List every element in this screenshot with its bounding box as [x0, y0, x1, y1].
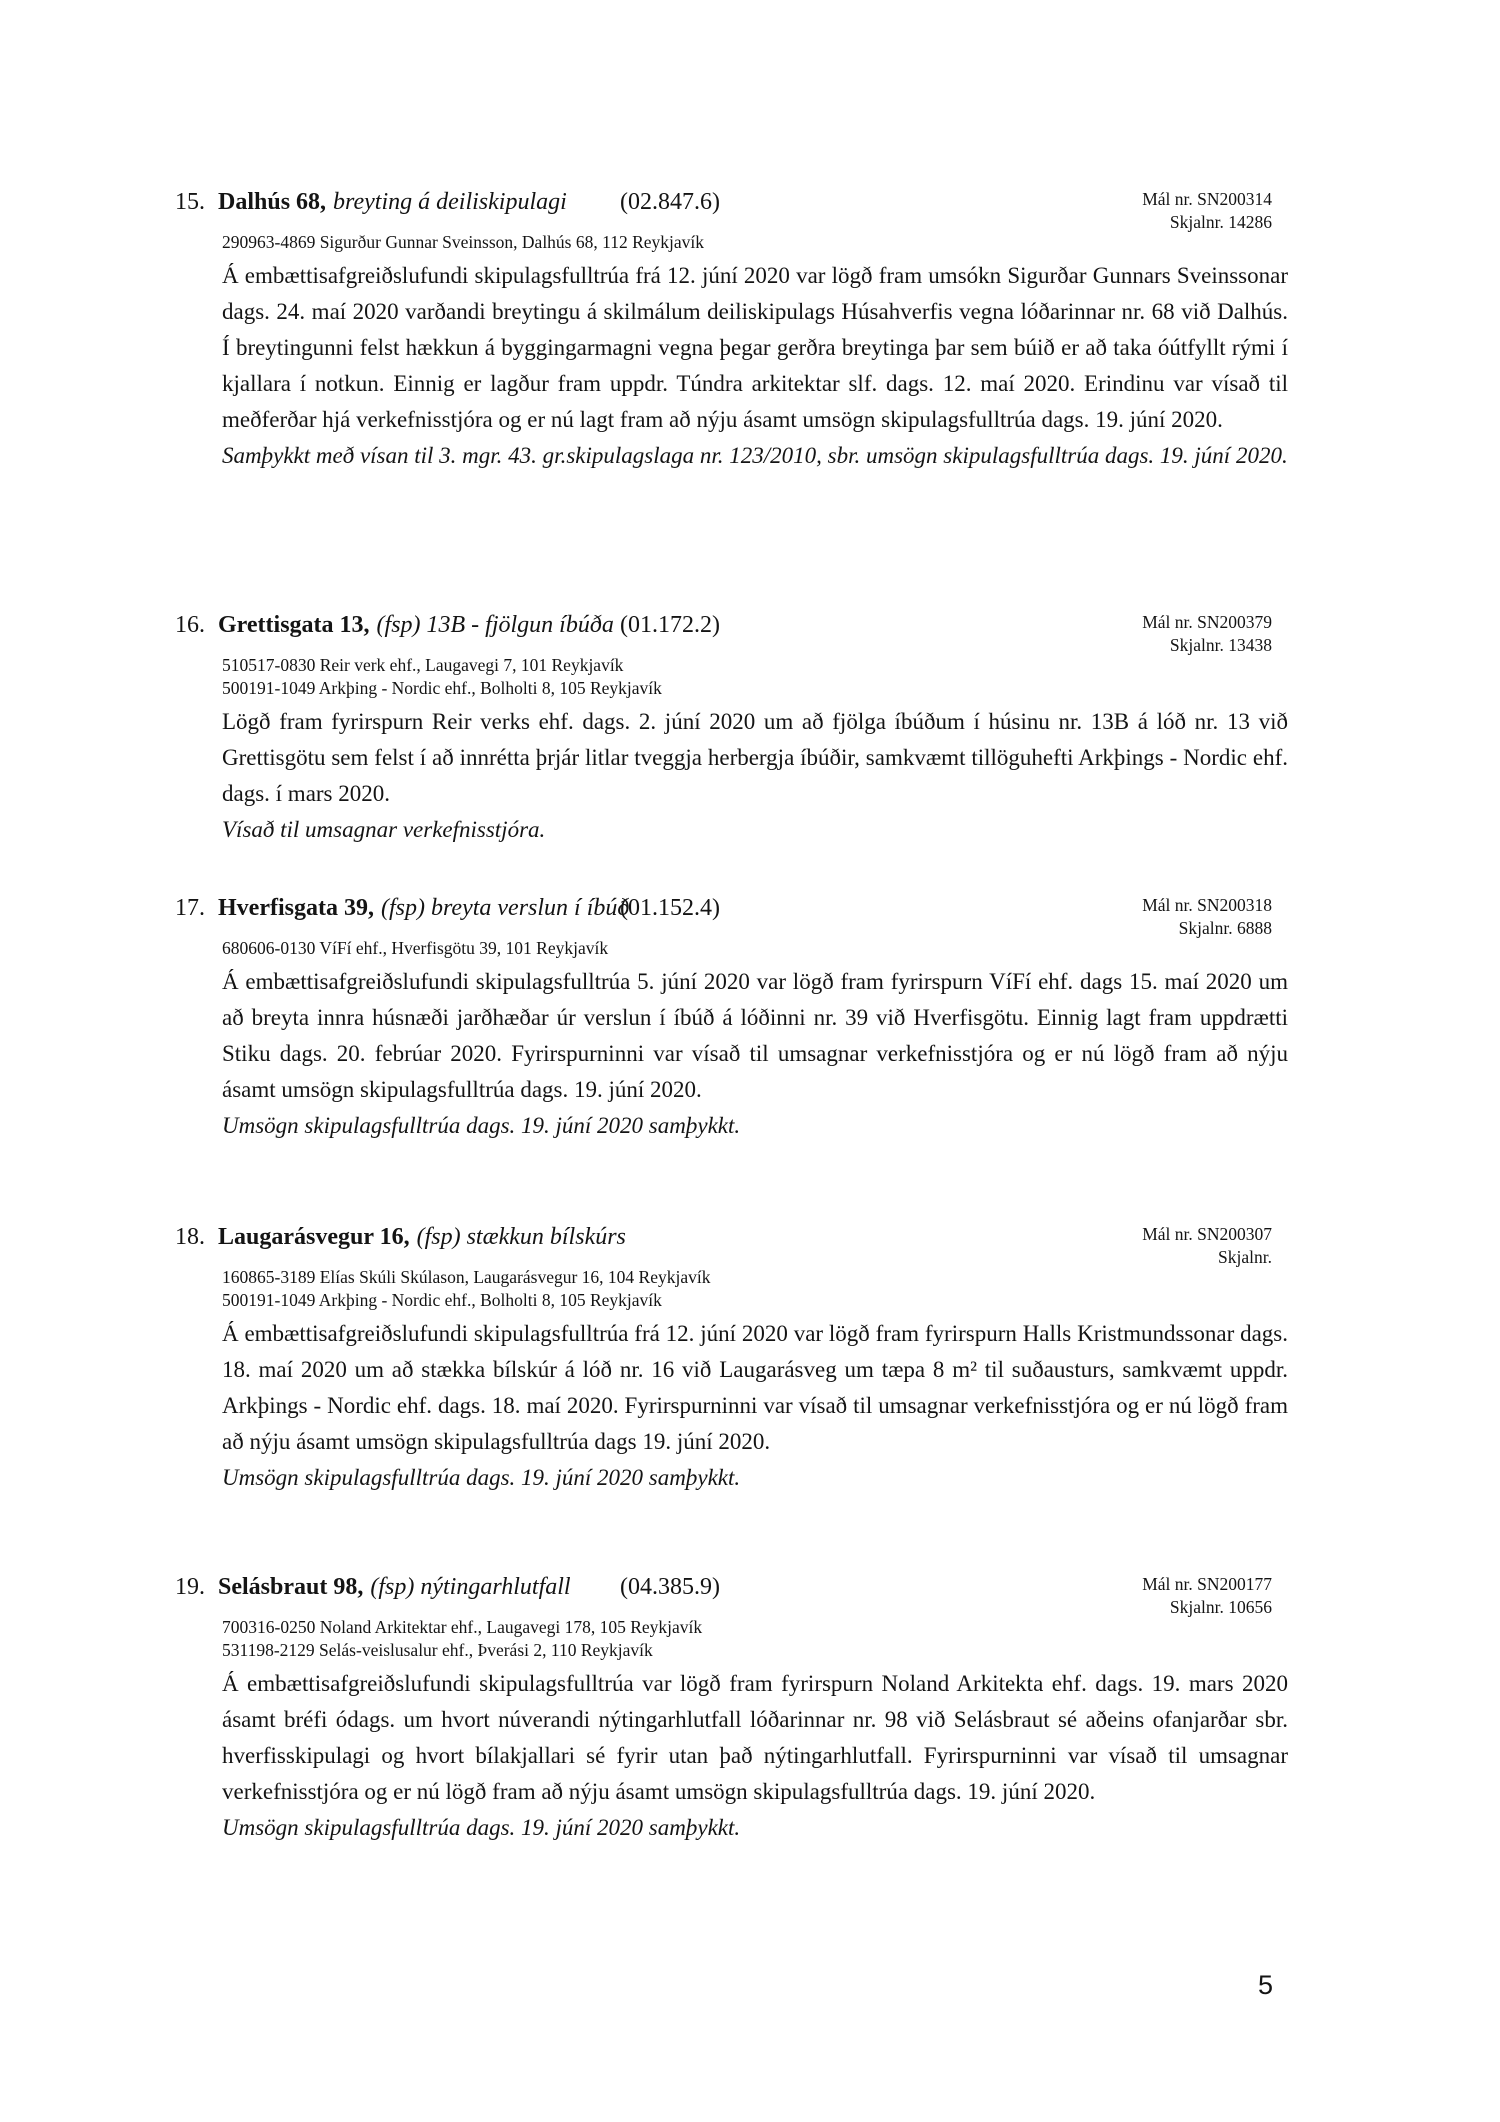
- item-address: Dalhús 68,: [218, 189, 327, 215]
- item-verdict: Umsögn skipulagsfulltrúa dags. 19. júní 2020 samþykkt.: [222, 1815, 741, 1840]
- item-title: [218, 1574, 571, 1600]
- item-subtitle: breyting á deiliskipulagi: [333, 189, 567, 215]
- parties: [222, 1266, 1288, 1312]
- item-title: [218, 189, 567, 215]
- parties: [222, 937, 1288, 960]
- item-header: [175, 610, 1288, 655]
- item-body: Á embættisafgreiðslufundi skipulagsfulltrúa frá 12. júní 2020 var lögð fram umsókn Sigurðar Gunnars Sveinssonar dags. 24. maí 2020 varðandi breytingu á skilmálum deiliskipulags Húsahverfis vegna lóðarinnar nr. 68 við Dalhús. Í breytingunni felst hækkun á byggingarmagni vegna þegar gerðra breytinga þar sem búið er að taka óútfyllt rými í kjallara í notkun. Einnig er lagður fram uppdr. Túndra arkitektar slf. dags. 12. maí 2020. Erindinu var vísað til meðferðar hjá verkefnisstjóra og er nú lagt fram að nýju ásamt umsögn skipulagsfulltrúa dags. 19. júní 2020.: [222, 263, 1288, 432]
- item-body: Á embættisafgreiðslufundi skipulagsfulltrúa var lögð fram fyrirspurn Noland Arkitekta ehf. dags. 19. mars 2020 ásamt bréfi ódags. um hvort núverandi nýtingarhlutfall lóðarinnar nr. 98 við Selásbraut sé aðeins ofanjarðar sbr. hverfisskipulagi og hvort bílakjallari sé fyrir utan það nýtingarhlutfall. Fyrirspurninni var vísað til umsagnar verkefnisstjóra og er nú lögð fram að nýju ásamt umsögn skipulagsfulltrúa dags. 19. júní 2020.: [222, 1671, 1288, 1804]
- item-subtitle: (fsp) 13B - fjölgun íbúða: [376, 612, 614, 638]
- party-line: 500191-1049 Arkþing - Nordic ehf., Bolholti 8, 105 Reykjavík: [222, 1290, 662, 1310]
- item-address: Selásbraut 98,: [218, 1574, 364, 1600]
- party-line: 290963-4869 Sigurður Gunnar Sveinsson, Dalhús 68, 112 Reykjavík: [222, 232, 705, 252]
- item-number: 16.: [175, 612, 205, 638]
- mal-nr: Mál nr. SN200307: [1142, 1224, 1272, 1244]
- case-meta: [1142, 894, 1272, 940]
- case-meta: [1142, 1223, 1272, 1269]
- mal-nr: Mál nr. SN200177: [1142, 1574, 1272, 1594]
- item-number: 19.: [175, 1574, 205, 1600]
- skjal-nr: Skjalnr. 14286: [1169, 212, 1272, 232]
- agenda-item-16: [175, 610, 1288, 848]
- item-case-number: (02.847.6): [620, 189, 720, 215]
- page-number: 5: [1257, 1970, 1273, 2000]
- item-subtitle: (fsp) stækkun bílskúrs: [416, 1224, 626, 1250]
- party-line: 160865-3189 Elías Skúli Skúlason, Laugarásvegur 16, 104 Reykjavík: [222, 1267, 711, 1287]
- item-title: [218, 1224, 626, 1250]
- item-address: Laugarásvegur 16,: [218, 1224, 410, 1250]
- item-number: 18.: [175, 1224, 205, 1250]
- item-title: [218, 612, 614, 638]
- mal-nr: Mál nr. SN200318: [1142, 895, 1272, 915]
- agenda-item-19: [175, 1572, 1288, 1846]
- agenda-item-18: [175, 1222, 1288, 1496]
- item-header: [175, 187, 1288, 232]
- item-verdict: Umsögn skipulagsfulltrúa dags. 19. júní 2020 samþykkt.: [222, 1113, 741, 1138]
- item-number: 17.: [175, 895, 205, 921]
- party-line: 700316-0250 Noland Arkitektar ehf., Laugavegi 178, 105 Reykjavík: [222, 1617, 703, 1637]
- item-subtitle: (fsp) nýtingarhlutfall: [370, 1574, 571, 1600]
- skjal-nr: Skjalnr. 10656: [1169, 1597, 1272, 1617]
- item-body: Á embættisafgreiðslufundi skipulagsfulltrúa frá 12. júní 2020 var lögð fram fyrirspurn Halls Kristmundssonar dags. 18. maí 2020 um að stækka bílskúr á lóð nr. 16 við Laugarásveg um tæpa 8 m² til suðausturs, samkvæmt uppdr. Arkþings - Nordic ehf. dags. 18. maí 2020. Fyrirspurninni var vísað til umsagnar verkefnisstjóra og er nú lögð fram að nýju ásamt umsögn skipulagsfulltrúa dags 19. júní 2020.: [222, 1321, 1288, 1454]
- item-subtitle: (fsp) breyta verslun í íbúð: [380, 895, 630, 921]
- item-header: [175, 1572, 1288, 1617]
- agenda-item-15: [175, 187, 1288, 474]
- mal-nr: Mál nr. SN200379: [1142, 612, 1272, 632]
- party-line: 680606-0130 VíFí ehf., Hverfisgötu 39, 101 Reykjavík: [222, 938, 609, 958]
- case-meta: [1142, 188, 1272, 234]
- item-number: 15.: [175, 189, 205, 215]
- item-body: Lögð fram fyrirspurn Reir verks ehf. dags. 2. júní 2020 um að fjölga íbúðum í húsinu nr. 13B á lóð nr. 13 við Grettisgötu sem felst í að innrétta þrjár litlar tveggja herbergja íbúðir, samkvæmt tillöguhefti Arkþings - Nordic ehf. dags. í mars 2020.: [222, 709, 1288, 806]
- item-case-number: (01.152.4): [620, 895, 720, 921]
- item-address: Hverfisgata 39,: [218, 895, 374, 921]
- party-line: 510517-0830 Reir verk ehf., Laugavegi 7, 101 Reykjavík: [222, 655, 624, 675]
- item-verdict: Vísað til umsagnar verkefnisstjóra.: [222, 817, 546, 842]
- parties: [222, 1616, 1288, 1662]
- item-header: [175, 1222, 1288, 1267]
- party-line: 500191-1049 Arkþing - Nordic ehf., Bolholti 8, 105 Reykjavík: [222, 678, 662, 698]
- item-case-number: (01.172.2): [620, 612, 720, 638]
- item-title: [218, 895, 629, 921]
- item-verdict: Umsögn skipulagsfulltrúa dags. 19. júní 2020 samþykkt.: [222, 1465, 741, 1490]
- case-meta: [1142, 1573, 1272, 1619]
- item-body: Á embættisafgreiðslufundi skipulagsfulltrúa 5. júní 2020 var lögð fram fyrirspurn VíFí ehf. dags 15. maí 2020 um að breyta innra húsnæði jarðhæðar úr verslun í íbúð á lóðinni nr. 39 við Hverfisgötu. Einnig lagt fram uppdrætti Stiku dags. 20. febrúar 2020. Fyrirspurninni var vísað til umsagnar verkefnisstjóra og er nú lögð fram að nýju ásamt umsögn skipulagsfulltrúa dags. 19. júní 2020.: [222, 969, 1288, 1102]
- agenda-item-17: [175, 893, 1288, 1144]
- party-line: 531198-2129 Selás-veislusalur ehf., Þverási 2, 110 Reykjavík: [222, 1640, 653, 1660]
- item-case-number: (04.385.9): [620, 1574, 720, 1600]
- skjal-nr: Skjalnr. 13438: [1169, 635, 1272, 655]
- item-address: Grettisgata 13,: [218, 612, 370, 638]
- item-header: [175, 893, 1288, 938]
- skjal-nr: Skjalnr. 6888: [1178, 918, 1272, 938]
- mal-nr: Mál nr. SN200314: [1142, 189, 1272, 209]
- case-meta: [1142, 611, 1272, 657]
- item-verdict: Samþykkt með vísan til 3. mgr. 43. gr.skipulagslaga nr. 123/2010, sbr. umsögn skipulagsfulltrúa dags. 19. júní 2020.: [222, 443, 1288, 468]
- skjal-nr: Skjalnr.: [1218, 1247, 1272, 1267]
- parties: [222, 231, 1288, 254]
- parties: [222, 654, 1288, 700]
